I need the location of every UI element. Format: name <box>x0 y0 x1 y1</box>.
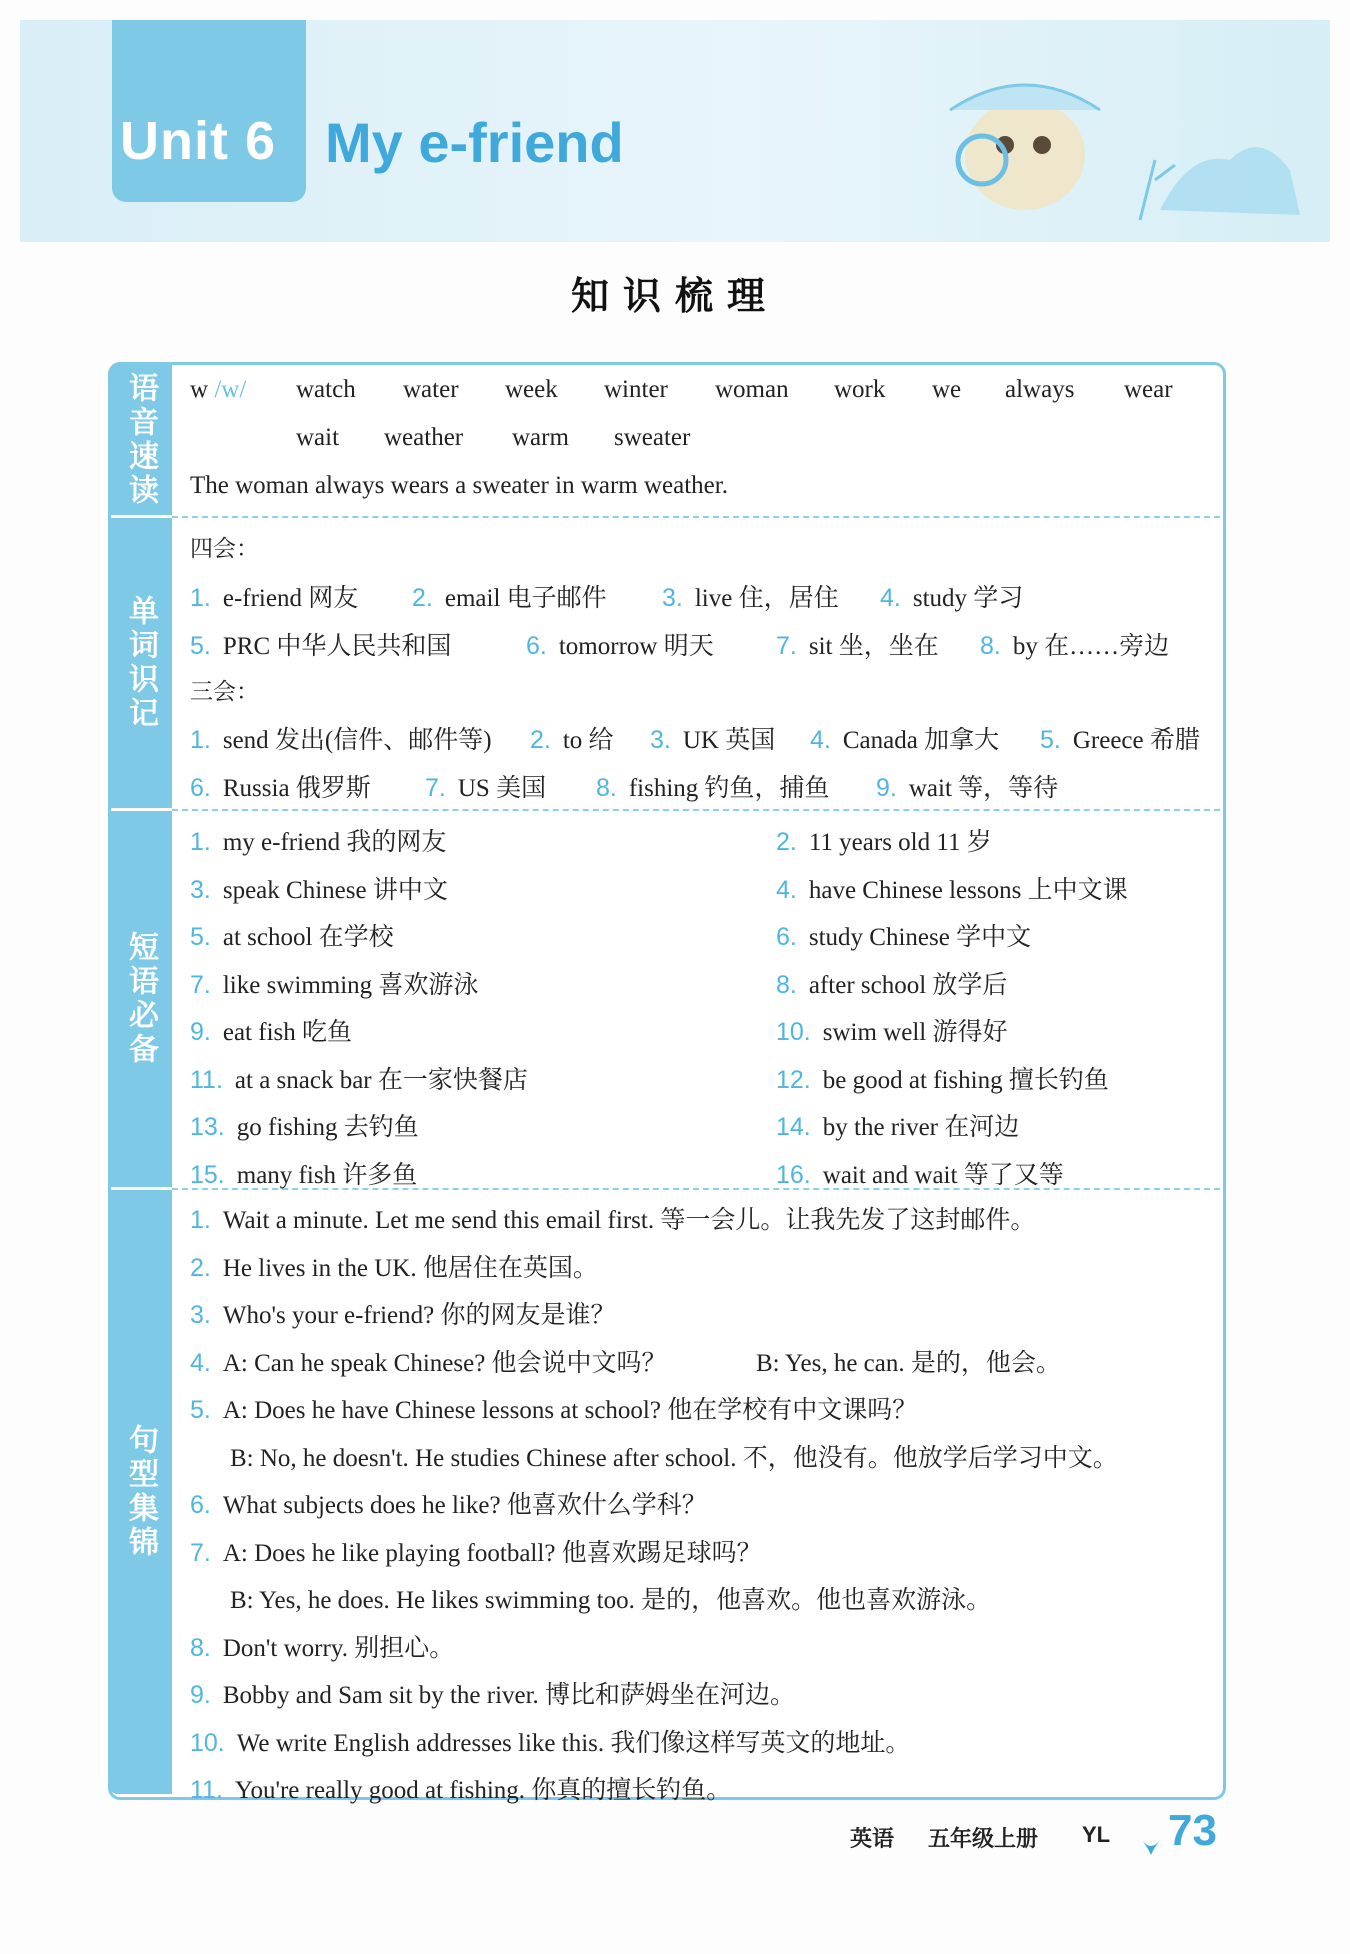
item-number: 2. <box>412 584 433 612</box>
item-number: 6. <box>526 632 547 660</box>
item-text: Wait a minute. Let me send this email first. 等一会儿。让我先发了这封邮件。 <box>222 1207 1036 1234</box>
three-skills-label: 三会： <box>190 679 259 705</box>
item-text: email 电子邮件 <box>444 585 607 612</box>
item-text: Russia 俄罗斯 <box>222 775 371 802</box>
item-number: 1. <box>190 1206 211 1234</box>
item-text: Bobby and Sam sit by the river. 博比和萨姆坐在河边。 <box>222 1682 796 1709</box>
item-number: 6. <box>776 923 797 951</box>
divider <box>172 809 1220 811</box>
item-number: 7. <box>190 1538 211 1567</box>
phrase-item <box>190 1012 352 1048</box>
phrase-item <box>776 1060 1109 1096</box>
side-label-phrases: 短语必备 <box>108 811 172 1187</box>
sentence-answer: B: Yes, he can. 是的，他会。 <box>756 1349 1061 1377</box>
vocab-item <box>190 768 371 804</box>
unit-title: My e-friend <box>325 111 624 174</box>
vocab-item <box>190 626 451 662</box>
item-text: to 给 <box>562 727 614 754</box>
item-text: study 学习 <box>912 585 1024 612</box>
divider <box>172 516 1220 518</box>
item-text: What subjects does he like? 他喜欢什么学科？ <box>222 1492 707 1519</box>
item-text: wait 等，等待 <box>908 775 1059 802</box>
vocab-item <box>190 720 492 756</box>
phrase-item <box>190 1107 419 1143</box>
item-text: You're really good at fishing. 你真的擅长钓鱼。 <box>234 1777 732 1804</box>
phrase-item <box>190 1155 417 1191</box>
item-text: like swimming 喜欢游泳 <box>222 971 479 999</box>
phonics-word: wait <box>296 424 340 451</box>
phonics-word: water <box>403 376 459 403</box>
item-number: 10. <box>190 1728 225 1757</box>
phrase-item <box>190 917 394 953</box>
item-number: 9. <box>190 1018 211 1046</box>
sentence-item <box>190 1200 1035 1236</box>
item-text: A: Can he speak Chinese? 他会说中文吗？ <box>222 1349 667 1377</box>
item-number: 16. <box>776 1160 811 1189</box>
item-number: 13. <box>190 1113 225 1141</box>
vocab-item <box>980 626 1169 662</box>
item-number: 7. <box>776 632 797 660</box>
item-number: 7. <box>425 774 446 802</box>
side-label-sentences: 句型集锦 <box>108 1190 172 1794</box>
vocab-item <box>425 768 546 804</box>
item-number: 2. <box>190 1253 211 1282</box>
sentence-item <box>190 1533 762 1569</box>
item-text: B: Yes, he does. He likes swimming too. 是的，他喜欢。他也喜欢游泳。 <box>230 1587 992 1614</box>
vocab-item <box>596 768 830 804</box>
item-number: 4. <box>190 1348 211 1377</box>
item-number: 5. <box>190 632 211 660</box>
item-number: 2. <box>530 726 551 754</box>
sentence-item <box>190 1628 454 1664</box>
phonics-word: weather <box>384 424 464 451</box>
item-text: sit 坐，坐在 <box>808 633 939 660</box>
footer-subject: 英语 <box>850 1827 895 1852</box>
vocab-item <box>412 578 607 614</box>
vocab-item <box>662 578 839 614</box>
item-text: tomorrow 明天 <box>558 633 714 660</box>
phonics-word: we <box>932 376 962 403</box>
phonics-word: warm <box>512 424 569 451</box>
item-text: swim well 游得好 <box>822 1019 1008 1046</box>
phrase-item <box>776 965 1007 1001</box>
item-number: 12. <box>776 1065 811 1094</box>
item-text: at a snack bar 在一家快餐店 <box>234 1066 528 1094</box>
item-number: 3. <box>190 1301 211 1329</box>
item-number: 1. <box>190 726 211 754</box>
phonics-word: sweater <box>614 424 691 451</box>
vocab-item <box>810 720 999 756</box>
item-text: speak Chinese 讲中文 <box>222 876 448 904</box>
phonics-word: woman <box>715 376 789 403</box>
item-text: e-friend 网友 <box>222 585 359 612</box>
sentence-item <box>218 1438 1118 1474</box>
item-text: Greece 希腊 <box>1072 727 1200 754</box>
vocab-item <box>876 768 1058 804</box>
sentence-item <box>190 1770 731 1806</box>
sentence-item <box>190 1248 598 1284</box>
item-number: 1. <box>190 584 211 612</box>
item-number: 4. <box>776 875 797 904</box>
item-text: go fishing 去钓鱼 <box>236 1114 419 1141</box>
item-number: 6. <box>190 1491 211 1519</box>
section-heading: 知识梳理 <box>570 274 779 318</box>
item-number: 2. <box>776 828 797 856</box>
sentence-item <box>190 1485 707 1521</box>
phrase-item <box>190 965 478 1001</box>
vocab-item <box>530 720 614 756</box>
vocab-item <box>880 578 1023 614</box>
item-text: be good at fishing 擅长钓鱼 <box>822 1066 1109 1094</box>
item-text: We write English addresses like this. 我们像这样写英文的地址。 <box>236 1729 911 1757</box>
sentence-item <box>190 1723 910 1759</box>
phonics-word: work <box>834 376 886 403</box>
item-number: 15. <box>190 1160 225 1189</box>
item-text: many fish 许多鱼 <box>236 1161 418 1189</box>
item-text: by 在……旁边 <box>1012 633 1170 660</box>
item-text: A: Does he like playing football? 他喜欢踢足球吗？ <box>222 1539 762 1567</box>
phrase-item <box>776 917 1031 953</box>
sentence-item <box>190 1343 667 1379</box>
phonics-word: wear <box>1124 376 1173 403</box>
footer-grade: 五年级上册 <box>928 1827 1039 1852</box>
item-text: send 发出(信件、邮件等) <box>222 727 492 754</box>
item-text: Who's your e-friend? 你的网友是谁？ <box>222 1302 616 1329</box>
item-number: 1. <box>190 828 211 856</box>
phrase-item <box>190 822 446 858</box>
leaf-icon <box>1140 1838 1162 1856</box>
sentence-item <box>190 1675 795 1711</box>
item-number: 9. <box>190 1681 211 1709</box>
unit-label: Unit 6 <box>120 111 277 171</box>
phonics-word: watch <box>296 376 356 403</box>
item-number: 8. <box>190 1633 211 1662</box>
item-number: 5. <box>190 1396 211 1424</box>
item-number: 10. <box>776 1018 811 1046</box>
item-number: 11. <box>190 1776 223 1804</box>
item-text: after school 放学后 <box>808 971 1008 999</box>
phonics-letter: w /w/ <box>190 376 247 403</box>
phrase-item <box>190 1060 528 1096</box>
sentence-item <box>190 1390 917 1426</box>
item-number: 3. <box>650 726 671 754</box>
sentence-item <box>190 1295 615 1331</box>
phrase-item <box>776 1107 1019 1143</box>
item-text: wait and wait 等了又等 <box>822 1161 1064 1189</box>
phonics-sentence: The woman always wears a sweater in warm weather. <box>190 472 728 499</box>
sentence-item <box>218 1580 991 1616</box>
item-number: 11. <box>190 1065 223 1094</box>
item-text: at school 在学校 <box>222 924 394 951</box>
item-text: PRC 中华人民共和国 <box>222 633 452 660</box>
phonics-word: week <box>505 376 558 403</box>
item-text: study Chinese 学中文 <box>808 924 1032 951</box>
item-text: B: No, he doesn't. He studies Chinese after school. 不，他没有。他放学后学习中文。 <box>230 1444 1118 1472</box>
phrase-item <box>776 1155 1064 1191</box>
item-text: my e-friend 我的网友 <box>222 829 447 856</box>
phrase-item <box>776 822 992 858</box>
item-text: UK 英国 <box>682 727 776 754</box>
item-text: US 美国 <box>457 775 547 802</box>
item-number: 14. <box>776 1113 811 1141</box>
item-number: 8. <box>776 970 797 999</box>
item-number: 7. <box>190 970 211 999</box>
footer-edition: YL <box>1082 1822 1111 1847</box>
vocab-item <box>190 578 358 614</box>
page-number: 73 <box>1168 1806 1217 1855</box>
item-number: 9. <box>876 774 897 802</box>
phrase-item <box>190 870 448 906</box>
item-text: Canada 加拿大 <box>842 727 1000 754</box>
item-number: 5. <box>1040 726 1061 754</box>
phonics-word: always <box>1005 376 1075 403</box>
item-number: 3. <box>662 584 683 612</box>
item-text: have Chinese lessons 上中文课 <box>808 876 1128 904</box>
item-number: 5. <box>190 923 211 951</box>
phonics-word: winter <box>604 376 668 403</box>
vocab-item <box>526 626 714 662</box>
item-text: eat fish 吃鱼 <box>222 1019 352 1046</box>
item-text: live 住，居住 <box>694 585 839 612</box>
item-number: 6. <box>190 774 211 802</box>
vocab-item <box>776 626 939 662</box>
four-skills-label: 四会： <box>190 536 259 562</box>
side-label-vocabulary: 单词识记 <box>108 518 172 808</box>
item-number: 8. <box>980 632 1001 660</box>
item-number: 3. <box>190 875 211 904</box>
item-text: by the river 在河边 <box>822 1114 1020 1141</box>
phrase-item <box>776 870 1128 906</box>
item-number: 4. <box>880 584 901 612</box>
item-number: 8. <box>596 774 617 802</box>
item-text: Don't worry. 别担心。 <box>222 1634 455 1662</box>
phrase-item <box>776 1012 1007 1048</box>
side-label-phonics: 语音速读 <box>108 365 172 515</box>
item-text: 11 years old 11 岁 <box>808 829 992 856</box>
vocab-item <box>1040 720 1200 756</box>
item-text: He lives in the UK. 他居住在英国。 <box>222 1254 598 1282</box>
item-text: A: Does he have Chinese lessons at school? 他在学校有中文课吗？ <box>222 1397 918 1424</box>
vocab-item <box>650 720 775 756</box>
item-number: 4. <box>810 726 831 754</box>
item-text: fishing 钓鱼，捕鱼 <box>628 775 830 802</box>
mascot-illustration <box>930 40 1310 230</box>
